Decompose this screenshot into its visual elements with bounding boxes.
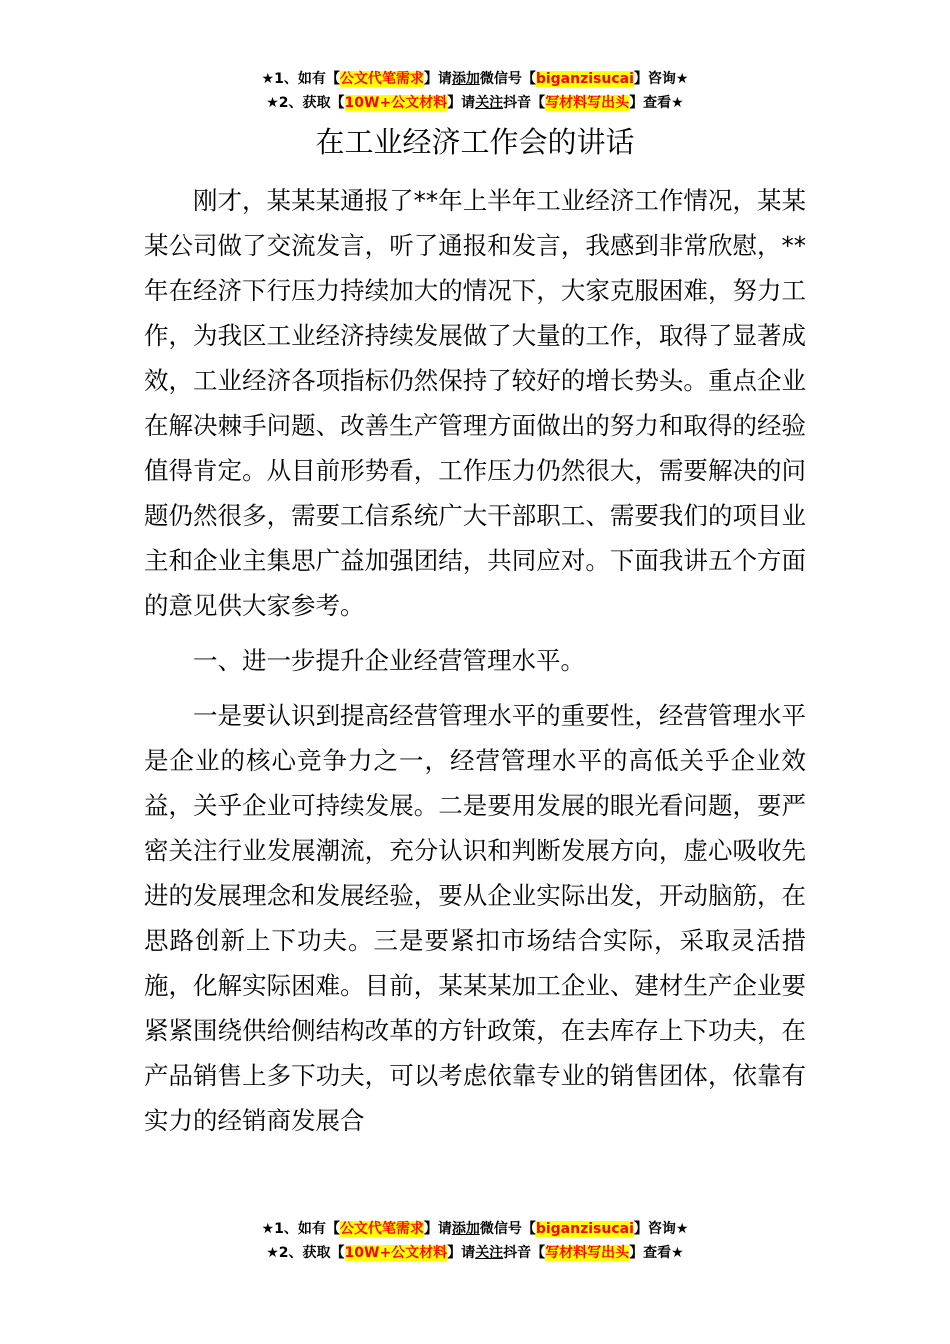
banner-line-2 <box>0 1241 950 1265</box>
banner-douyin-id: 写材料写出头 <box>545 1245 630 1261</box>
banner-text: 抖音【 <box>503 1245 546 1261</box>
paragraph-intro: 刚才，某某某通报了**年上半年工业经济工作情况，某某某公司做了交流发言，听了通报和发言，我感到非常欣慰，**年在经济下行压力持续加大的情况下，大家克服困难，努力工作，为我区工业经济持续发展做了大量的工作，取得了显著成效，工业经济各项指标仍然保持了较好的增长势头。重点企业在解决棘手问题、改善生产管理方面做出的努力和取得的经验值得肯定。从目前形势看，工作压力仍然很大，需要解决的问题仍然很多，需要工信系统广大干部职工、需要我们的项目业主和企业主集思广益加强团结，共同应对。下面我讲五个方面的意见供大家参考。 <box>144 186 806 620</box>
banner-text: 】咨询★ <box>633 1221 689 1237</box>
banner-text: 微信号【 <box>479 1221 536 1237</box>
banner-text: ★2、获取【 <box>266 95 345 111</box>
banner-text: 】查看★ <box>629 95 684 111</box>
banner-text: 】请 <box>423 71 452 87</box>
document-title: 在工业经济工作会的讲话 <box>315 125 635 159</box>
section-heading: 一、进一步提升企业经营管理水平。 <box>193 646 585 675</box>
banner-text: ★2、获取【 <box>266 1245 345 1261</box>
banner-highlight: 公文代笔需求 <box>339 71 424 87</box>
banner-text: 】查看★ <box>629 1245 684 1261</box>
banner-underlined-text: 添加 <box>451 71 480 87</box>
banner-text: ★1、如有【 <box>261 71 340 87</box>
banner-text: 】请 <box>423 1221 452 1237</box>
banner-line-2 <box>0 91 950 115</box>
paragraph: 一是要认识到提高经营管理水平的重要性，经营管理水平是企业的核心竞争力之一，经营管理水平的高低关乎企业效益，关乎企业可持续发展。二是要用发展的眼光看问题，要严密关注行业发展潮流，充分认识和判断发展方向，虚心吸收先进的发展理念和发展经验，要从企业实际出发，开动脑筋，在思路创新上下功夫。三是要紧扣市场结合实际，采取灵活措施，化解实际困难。目前，某某某加工企业、建材生产企业要紧紧围绕供给侧结构改革的方针政策，在去库存上下功夫，在产品销售上多下功夫，可以考虑依靠专业的销售团体，依靠有实力的经销商发展合 <box>144 701 806 1135</box>
header-banner <box>0 67 950 115</box>
banner-underlined-text: 关注 <box>475 95 504 111</box>
banner-text: 】请 <box>447 1245 476 1261</box>
footer-banner <box>0 1217 950 1265</box>
banner-text: 微信号【 <box>479 71 536 87</box>
banner-underlined-text: 添加 <box>451 1221 480 1237</box>
document-body <box>144 178 806 1143</box>
banner-text: 】请 <box>447 95 476 111</box>
banner-text: ★1、如有【 <box>261 1221 340 1237</box>
banner-wechat-id: biganzisucai <box>535 71 634 87</box>
banner-wechat-id: biganzisucai <box>535 1221 634 1237</box>
banner-highlight: 10W+公文材料 <box>344 95 448 111</box>
banner-text: 】咨询★ <box>633 71 689 87</box>
banner-line-1 <box>0 67 950 91</box>
banner-line-1 <box>0 1217 950 1241</box>
banner-highlight: 公文代笔需求 <box>339 1221 424 1237</box>
banner-highlight: 10W+公文材料 <box>344 1245 448 1261</box>
banner-text: 抖音【 <box>503 95 546 111</box>
banner-underlined-text: 关注 <box>475 1245 504 1261</box>
banner-douyin-id: 写材料写出头 <box>545 95 630 111</box>
